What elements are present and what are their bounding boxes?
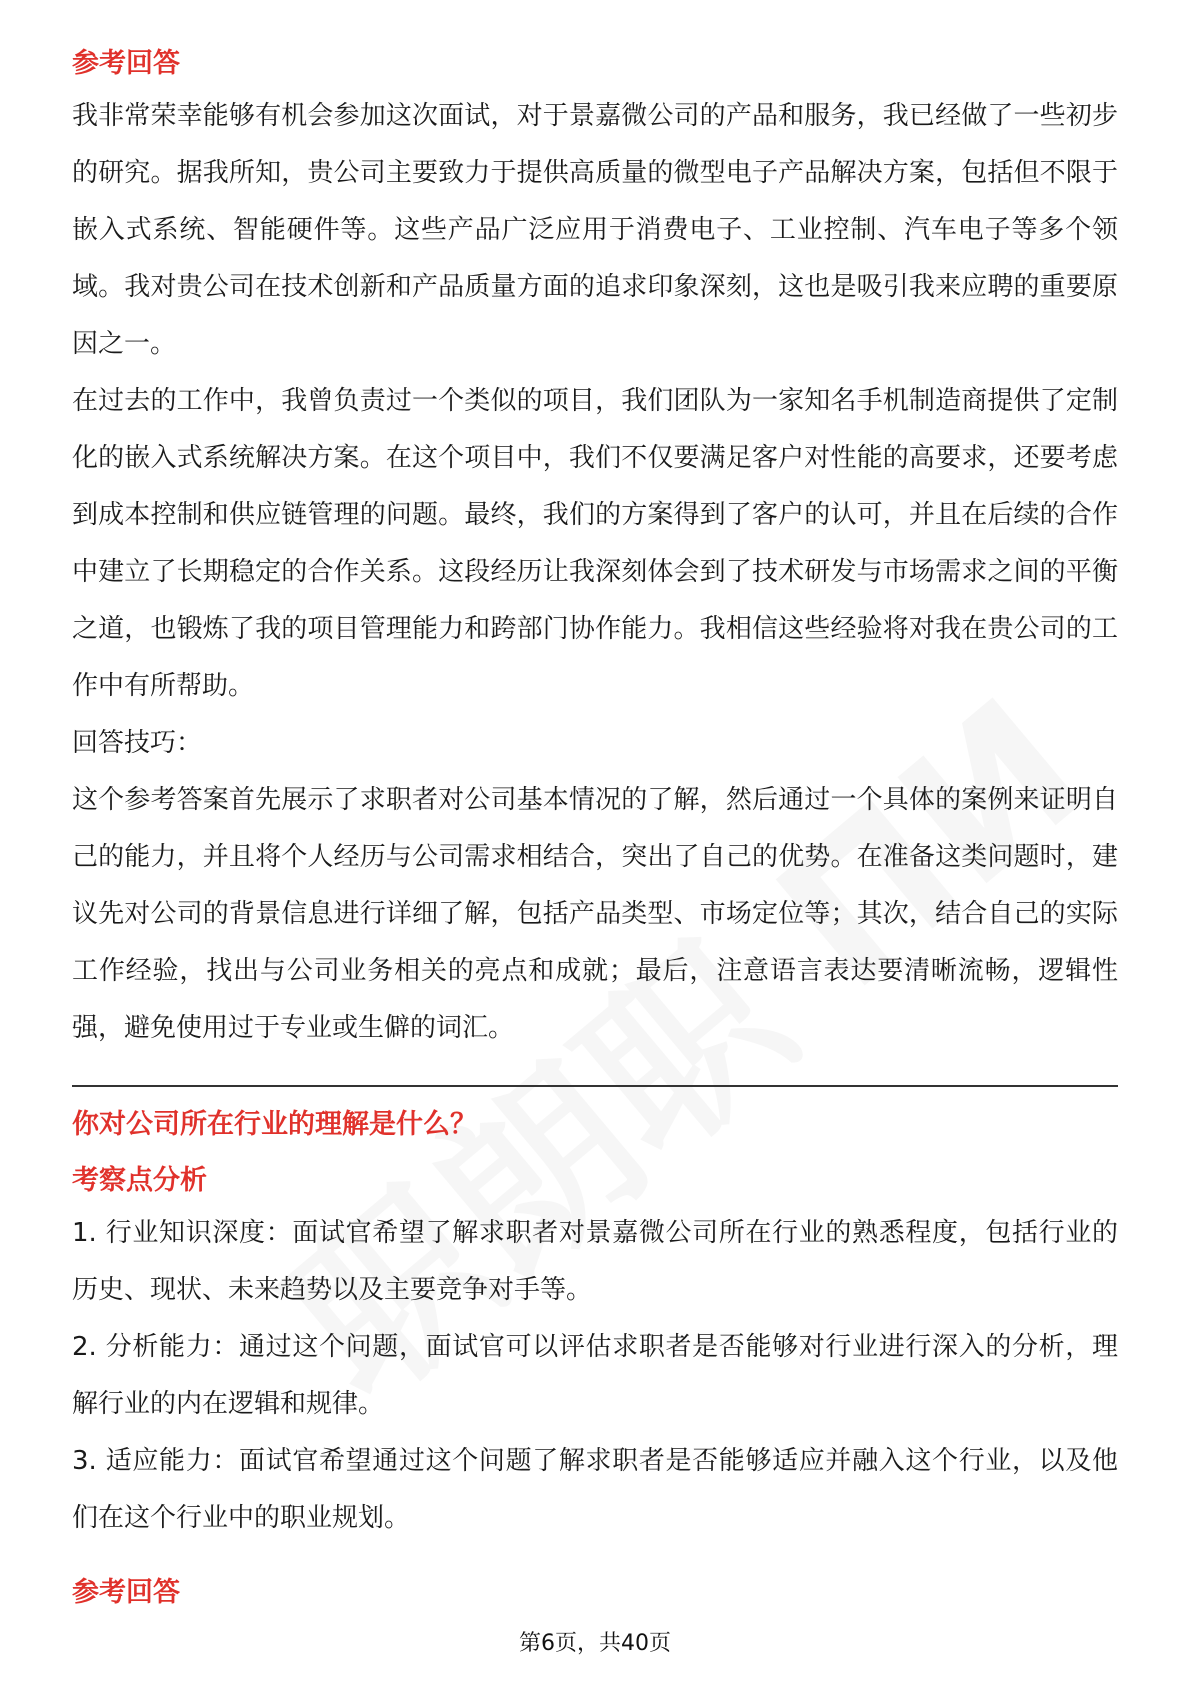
analysis-point-2: 2. 分析能力：通过这个问题，面试官可以评估求职者是否能够对行业进行深入的分析，理解行业的内在逻辑和规律。	[72, 1332, 1118, 1419]
answer-tips-paragraph: 这个参考答案首先展示了求职者对公司基本情况的了解，然后通过一个具体的案例来证明自己的能力，并且将个人经历与公司需求相结合，突出了自己的优势。在准备这类问题时，建议先对公司的背景信息进行详细了解，包括产品类型、市场定位等；其次，结合自己的实际工作经验，找出与公司业务相关的亮点和成就；最后，注意语言表达要清晰流畅，逻辑性强，避免使用过于专业或生僻的词汇。	[72, 785, 1118, 1043]
analysis-heading: 考察点分析	[72, 1165, 207, 1196]
section-divider	[72, 1085, 1118, 1087]
analysis-point-3: 3. 适应能力：面试官希望通过这个问题了解求职者是否能够适应并融入这个行业，以及他们在这个行业中的职业规划。	[72, 1446, 1118, 1533]
reference-answer-heading-2: 参考回答	[72, 1577, 180, 1608]
answer-paragraph-2: 在过去的工作中，我曾负责过一个类似的项目，我们团队为一家知名手机制造商提供了定制化的嵌入式系统解决方案。在这个项目中，我们不仅要满足客户对性能的高要求，还要考虑到成本控制和供应链管理的问题。最终，我们的方案得到了客户的认可，并且在后续的合作中建立了长期稳定的合作关系。这段经历让我深刻体会到了技术研发与市场需求之间的平衡之道，也锻炼了我的项目管理能力和跨部门协作能力。我相信这些经验将对我在贵公司的工作中有所帮助。	[72, 386, 1118, 701]
question-title: 你对公司所在行业的理解是什么？	[72, 1109, 477, 1140]
answer-tips-label: 回答技巧：	[72, 728, 203, 758]
reference-answer-heading: 参考回答	[72, 48, 180, 79]
analysis-point-1: 1. 行业知识深度：面试官希望了解求职者对景嘉微公司所在行业的熟悉程度，包括行业的历史、现状、未来趋势以及主要竞争对手等。	[72, 1218, 1118, 1305]
page-indicator: 第6页，共40页	[519, 1631, 671, 1656]
document-page	[72, 40, 1118, 1617]
answer-paragraph-1: 我非常荣幸能够有机会参加这次面试，对于景嘉微公司的产品和服务，我已经做了一些初步的研究。据我所知，贵公司主要致力于提供高质量的微型电子产品解决方案，包括但不限于嵌入式系统、智能硬件等。这些产品广泛应用于消费电子、工业控制、汽车电子等多个领域。我对贵公司在技术创新和产品质量方面的追求印象深刻，这也是吸引我来应聘的重要原因之一。	[72, 101, 1118, 359]
